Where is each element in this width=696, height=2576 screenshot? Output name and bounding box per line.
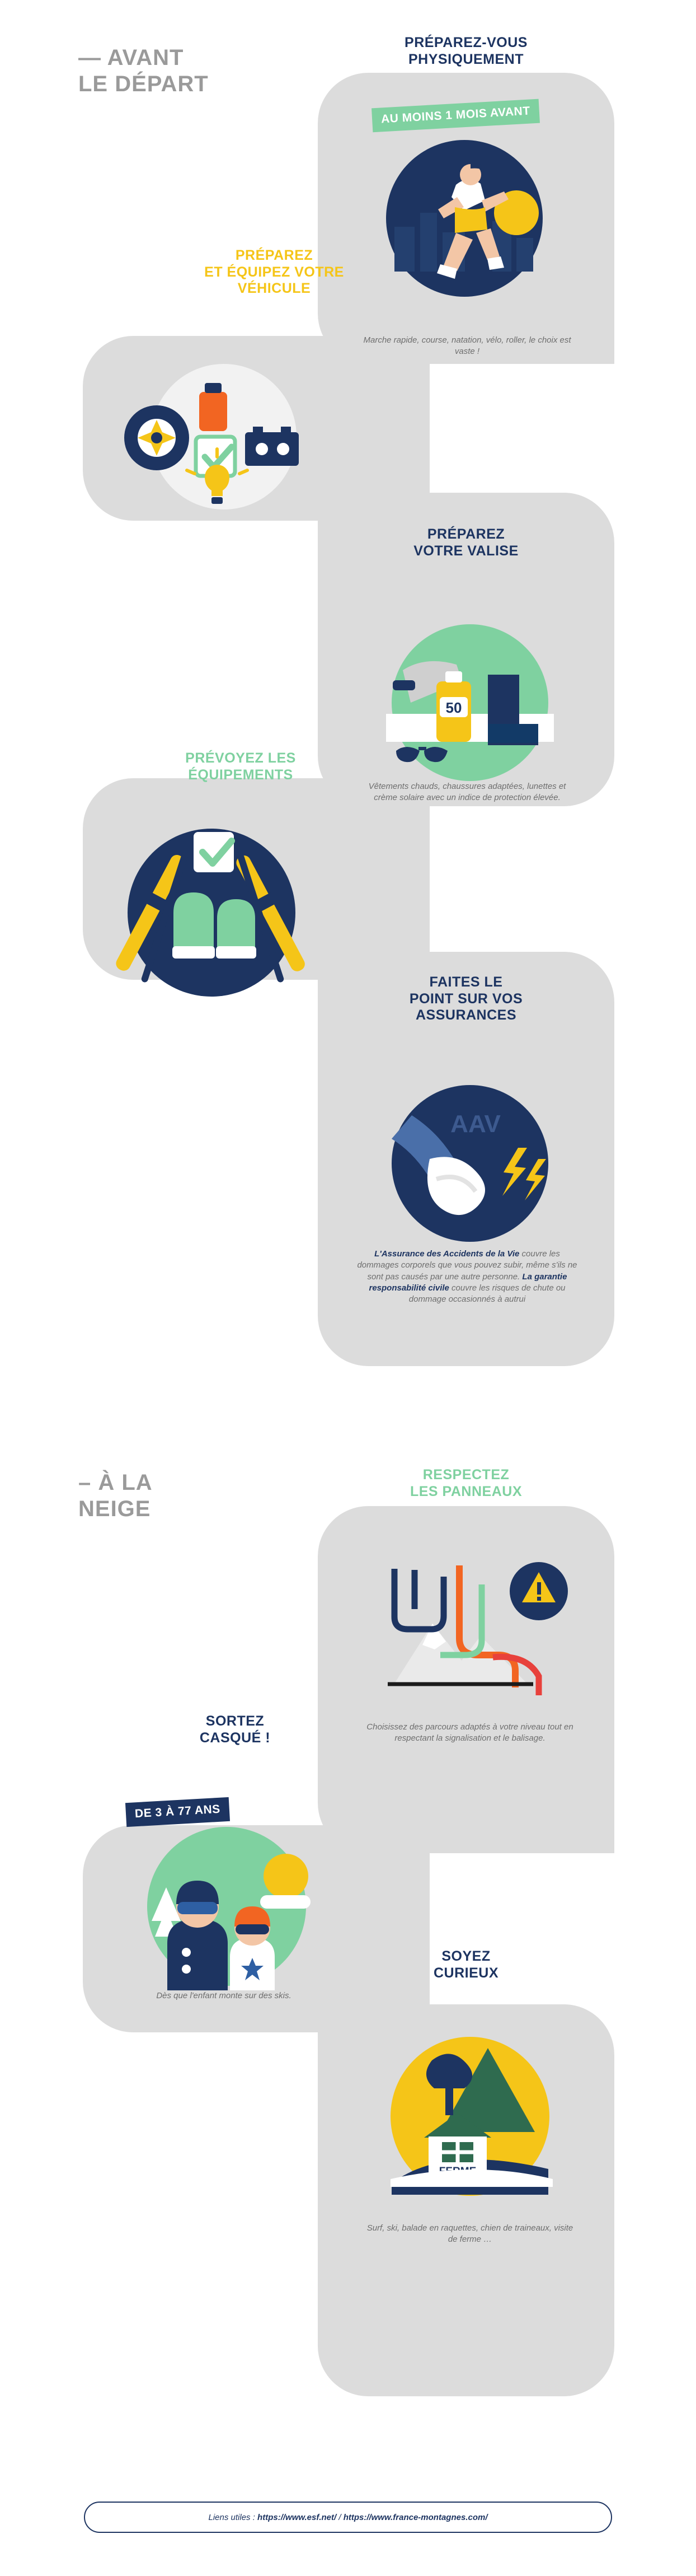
step-title-line1: PRÉPAREZ <box>427 526 505 542</box>
badge-label: DE 3 À 77 ANS <box>134 1802 221 1821</box>
ski-equipment-icon <box>90 812 336 1008</box>
svg-text:50: 50 <box>445 699 462 716</box>
caption-preparez-vous-physiquement: Marche rapide, course, natation, vélo, roller, le choix est vaste ! <box>363 335 571 357</box>
car-maintenance-icon <box>95 358 352 509</box>
trail-signs-icon <box>361 1545 585 1713</box>
helmet-family-icon <box>120 1822 333 1990</box>
step-title-line2: PHYSIQUEMENT <box>408 51 524 67</box>
step-title-faites-le-point-assurances <box>329 974 603 1024</box>
footer-links-bar <box>84 2502 612 2533</box>
step-title-line2: POINT SUR VOS <box>409 990 523 1007</box>
footer-label: Liens utiles : <box>208 2512 258 2522</box>
caption-part: couvre les risques de chute ou dommage occasionnés à autrui <box>408 1283 566 1304</box>
aav-label: AAV <box>450 1110 501 1138</box>
section-title-line1: — AVANT <box>78 45 184 70</box>
step-title-preparez-equipez-vehicule <box>162 247 386 297</box>
runner-icon <box>372 134 573 302</box>
section-title-line2: NEIGE <box>78 1497 151 1522</box>
step-title-line1: SOYEZ <box>441 1948 491 1964</box>
step-title-line1: FAITES LE <box>429 974 503 990</box>
caption-part: couvre les dommages corporels que vous pouvez subir, même s'ils ne sont pas causés par une autre personne. <box>357 1249 577 1282</box>
step-title-line2: ET ÉQUIPEZ VOTRE <box>204 264 344 280</box>
step-title-line2: CASQUÉ ! <box>199 1729 271 1746</box>
step-title-line3: ASSURANCES <box>415 1007 517 1023</box>
step-title-line2: VOTRE VALISE <box>413 543 519 559</box>
step-title-line1: SORTEZ <box>205 1713 265 1729</box>
step-title-line2: CURIEUX <box>433 1965 499 1981</box>
step-title-prevoyez-les-equipements <box>129 750 352 783</box>
broken-arm-icon <box>358 1081 582 1249</box>
footer-separator: / <box>336 2512 344 2522</box>
caption-soyez-curieux: Surf, ski, balade en raquettes, chien de traineaux, visite de ferme … <box>366 2223 573 2245</box>
caption-sortez-casque: Dès que l'enfant monte sur des skis. <box>156 1991 291 2000</box>
step-title-soyez-curieux <box>329 1948 603 1981</box>
step-title-preparez-votre-valise <box>329 526 603 559</box>
step-title-line1: RESPECTEZ <box>422 1467 510 1483</box>
step-title-line1: PRÉPAREZ <box>235 247 313 263</box>
section-title-line2: LE DÉPART <box>78 72 209 97</box>
step-title-preparez-vous-physiquement <box>329 35 603 68</box>
caption-part: L'Assurance des Accidents de la Vie <box>374 1249 520 1259</box>
suitcase-sunscreen-icon <box>352 619 587 787</box>
caption-respectez-les-panneaux: Choisissez des parcours adaptés à votre niveau tout en respectant la signalisation et le balisage. <box>366 1722 573 1743</box>
step-title-line1: PRÉVOYEZ LES <box>185 750 296 766</box>
caption-faites-le-point-assurances <box>352 1249 582 1305</box>
step-title-sortez-casque <box>123 1713 347 1746</box>
section-title-line1: – À LA <box>78 1470 153 1495</box>
step-title-respectez-les-panneaux <box>329 1467 603 1500</box>
step-title-line2: LES PANNEAUX <box>410 1483 522 1499</box>
section-title-neige <box>78 1470 313 1522</box>
caption-preparez-votre-valise: Vêtements chauds, chaussures adaptées, lunettes et crème solaire avec un indice de protection élevée. <box>368 782 566 803</box>
step-title-line1: PRÉPAREZ-VOUS <box>405 35 528 50</box>
farm-visit-icon <box>358 2027 582 2206</box>
step-title-line2: ÉQUIPEMENTS <box>188 766 293 783</box>
section-title-avant <box>78 45 313 97</box>
caption-part: La garantie responsabilité civile <box>369 1271 567 1293</box>
step-title-line3: VÉHICULE <box>237 280 311 296</box>
badge-label: AU MOINS 1 MOIS AVANT <box>380 104 531 126</box>
footer-link-esf[interactable]: https://www.esf.net/ <box>257 2512 337 2522</box>
footer-link-france-montagnes[interactable]: https://www.france-montagnes.com/ <box>343 2512 488 2522</box>
